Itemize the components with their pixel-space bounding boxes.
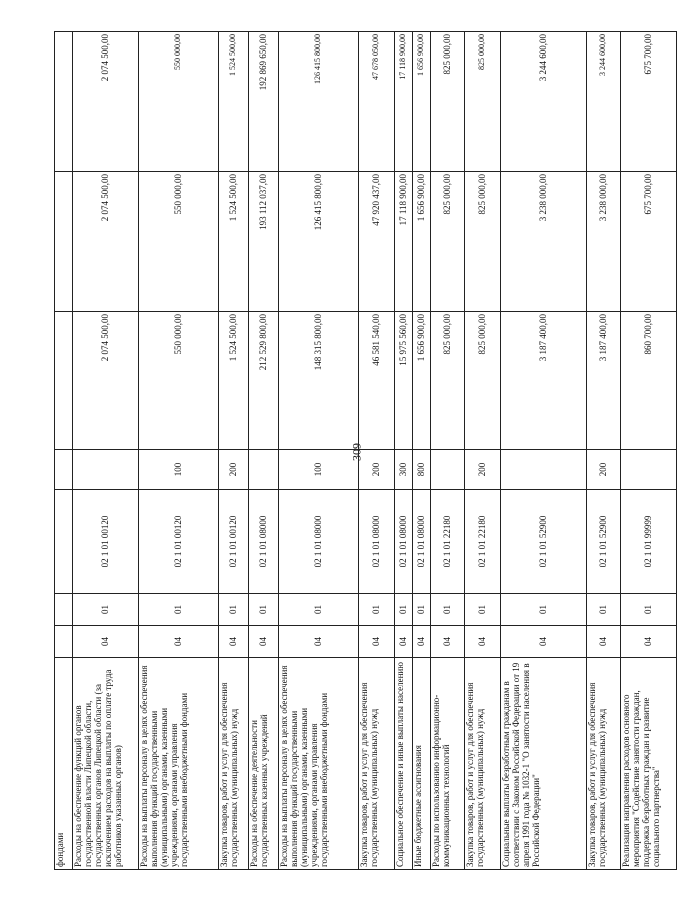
expense-type-cell	[501, 450, 587, 490]
amount-year3-cell: 2 074 500,00	[73, 32, 139, 172]
target-article-cell: 02 1 01 52900	[587, 490, 621, 594]
expense-name-cell: Иные бюджетные ассигнования	[413, 658, 431, 870]
target-article-cell: 02 1 01 08000	[249, 490, 279, 594]
table-row	[621, 32, 677, 870]
page-number: 309	[349, 443, 364, 461]
subsection-code-cell: 01	[431, 594, 465, 626]
subsection-code-cell: 01	[465, 594, 501, 626]
section-code-cell: 04	[219, 626, 249, 658]
expense-type-cell: 200	[359, 450, 395, 490]
table-row	[359, 32, 395, 870]
expense-type-cell: 300	[395, 450, 413, 490]
amount-year2-cell: 3 238 000,00	[501, 172, 587, 312]
amount-year3-cell	[55, 32, 73, 172]
amount-year3-cell: 825 000,00	[431, 32, 465, 172]
subsection-code-cell: 01	[279, 594, 359, 626]
table-row	[413, 32, 431, 870]
amount-year1-cell: 15 975 560,00	[395, 312, 413, 450]
target-article-cell: 02 1 01 00120	[219, 490, 249, 594]
amount-year2-cell: 47 920 437,00	[359, 172, 395, 312]
amount-year3-cell: 1 656 900,00	[413, 32, 431, 172]
amount-year3-cell: 550 000,00	[139, 32, 219, 172]
target-article-cell: 02 1 01 08000	[413, 490, 431, 594]
expense-type-cell: 100	[139, 450, 219, 490]
amount-year2-cell: 1 524 500,00	[219, 172, 249, 312]
amount-year1-cell: 1 524 500,00	[219, 312, 249, 450]
amount-year2-cell: 1 656 900,00	[413, 172, 431, 312]
amount-year3-cell: 17 118 900,00	[395, 32, 413, 172]
amount-year3-cell: 1 524 500,00	[219, 32, 249, 172]
subsection-code-cell	[55, 594, 73, 626]
subsection-code-cell: 01	[139, 594, 219, 626]
section-code-cell: 04	[395, 626, 413, 658]
amount-year3-cell: 192 869 650,00	[249, 32, 279, 172]
amount-year1-cell	[55, 312, 73, 450]
expense-type-cell: 200	[465, 450, 501, 490]
amount-year1-cell: 825 000,00	[431, 312, 465, 450]
table-row	[501, 32, 587, 870]
budget-table	[54, 31, 677, 870]
section-code-cell: 04	[249, 626, 279, 658]
section-code-cell: 04	[279, 626, 359, 658]
target-article-cell: 02 1 01 22180	[465, 490, 501, 594]
amount-year3-cell: 825 000,00	[465, 32, 501, 172]
target-article-cell: 02 1 01 00120	[73, 490, 139, 594]
section-code-cell: 04	[139, 626, 219, 658]
subsection-code-cell: 01	[413, 594, 431, 626]
amount-year1-cell: 550 000,00	[139, 312, 219, 450]
amount-year1-cell: 825 000,00	[465, 312, 501, 450]
expense-type-cell	[621, 450, 677, 490]
amount-year3-cell: 126 415 800,00	[279, 32, 359, 172]
expense-name-cell: фондами	[55, 658, 73, 870]
subsection-code-cell: 01	[359, 594, 395, 626]
amount-year1-cell: 148 315 800,00	[279, 312, 359, 450]
rotated-table-container	[54, 32, 662, 870]
expense-name-cell: Расходы на обеспечение деятельности государственных казенных учреждений	[249, 658, 279, 870]
table-row	[73, 32, 139, 870]
section-code-cell: 04	[465, 626, 501, 658]
section-code-cell: 04	[413, 626, 431, 658]
expense-name-cell: Закупка товаров, работ и услуг для обеспечения государственных (муниципальных) нужд	[359, 658, 395, 870]
section-code-cell: 04	[501, 626, 587, 658]
amount-year2-cell: 825 000,00	[431, 172, 465, 312]
section-code-cell: 04	[621, 626, 677, 658]
expense-name-cell: Расходы на выплаты персоналу в целях обеспечения выполнения функций государственными (муниципальными) органами, казенными учреждениями, органами управления государственными внебюджетными фондами	[279, 658, 359, 870]
amount-year3-cell: 47 678 050,00	[359, 32, 395, 172]
target-article-cell: 02 1 01 00120	[139, 490, 219, 594]
expense-type-cell	[431, 450, 465, 490]
amount-year2-cell: 17 118 900,00	[395, 172, 413, 312]
amount-year2-cell: 550 000,00	[139, 172, 219, 312]
subsection-code-cell: 01	[219, 594, 249, 626]
table-row	[249, 32, 279, 870]
expense-type-cell: 200	[587, 450, 621, 490]
table-row	[219, 32, 249, 870]
amount-year3-cell: 675 700,00	[621, 32, 677, 172]
section-code-cell: 04	[587, 626, 621, 658]
amount-year2-cell: 2 074 500,00	[73, 172, 139, 312]
budget-table-body	[55, 32, 677, 870]
table-row	[395, 32, 413, 870]
table-row	[587, 32, 621, 870]
target-article-cell	[55, 490, 73, 594]
table-row	[279, 32, 359, 870]
subsection-code-cell: 01	[501, 594, 587, 626]
amount-year1-cell: 3 187 400,00	[501, 312, 587, 450]
amount-year3-cell: 3 244 600,00	[587, 32, 621, 172]
amount-year1-cell: 212 529 800,00	[249, 312, 279, 450]
expense-name-cell: Расходы по использованию информационно-коммуникационных технологий	[431, 658, 465, 870]
target-article-cell: 02 1 01 99999	[621, 490, 677, 594]
amount-year2-cell: 675 700,00	[621, 172, 677, 312]
section-code-cell: 04	[359, 626, 395, 658]
target-article-cell: 02 1 01 08000	[359, 490, 395, 594]
section-code-cell: 04	[431, 626, 465, 658]
expense-name-cell: Расходы на выплаты персоналу в целях обеспечения выполнения функций государственными (муниципальными) органами, казенными учреждениями, органами управления государственными внебюджетными фондами	[139, 658, 219, 870]
subsection-code-cell: 01	[73, 594, 139, 626]
amount-year2-cell: 126 415 800,00	[279, 172, 359, 312]
amount-year1-cell: 860 700,00	[621, 312, 677, 450]
expense-type-cell	[55, 450, 73, 490]
section-code-cell	[55, 626, 73, 658]
expense-name-cell: Закупка товаров, работ и услуг для обеспечения государственных (муниципальных) нужд	[465, 658, 501, 870]
target-article-cell: 02 1 01 08000	[279, 490, 359, 594]
expense-type-cell	[249, 450, 279, 490]
expense-type-cell: 800	[413, 450, 431, 490]
table-row	[431, 32, 465, 870]
section-code-cell: 04	[73, 626, 139, 658]
expense-name-cell: Социальное обеспечение и иные выплаты населению	[395, 658, 413, 870]
amount-year2-cell: 3 238 000,00	[587, 172, 621, 312]
subsection-code-cell: 01	[249, 594, 279, 626]
amount-year1-cell: 1 656 900,00	[413, 312, 431, 450]
table-row	[55, 32, 73, 870]
expense-name-cell: Расходы на обеспечение функций органов государственной власти Липецкой области, государственных органов Липецкой области (за исключением расходов на выплаты по оплате труда работников указанных органов)	[73, 658, 139, 870]
subsection-code-cell: 01	[621, 594, 677, 626]
table-row	[465, 32, 501, 870]
subsection-code-cell: 01	[395, 594, 413, 626]
table-row	[139, 32, 219, 870]
expense-type-cell	[73, 450, 139, 490]
amount-year3-cell: 3 244 600,00	[501, 32, 587, 172]
amount-year2-cell	[55, 172, 73, 312]
amount-year1-cell: 46 581 540,00	[359, 312, 395, 450]
expense-name-cell: Закупка товаров, работ и услуг для обеспечения государственных (муниципальных) нужд	[219, 658, 249, 870]
target-article-cell: 02 1 01 52900	[501, 490, 587, 594]
target-article-cell: 02 1 01 22180	[431, 490, 465, 594]
expense-type-cell: 100	[279, 450, 359, 490]
amount-year2-cell: 193 112 037,00	[249, 172, 279, 312]
subsection-code-cell: 01	[587, 594, 621, 626]
expense-name-cell: Закупка товаров, работ и услуг для обеспечения государственных (муниципальных) нужд	[587, 658, 621, 870]
amount-year2-cell: 825 000,00	[465, 172, 501, 312]
expense-name-cell: Реализация направления расходов основного мероприятия "Содействие занятости граждан, поддержка безработных граждан и развитие социального партнерства"	[621, 658, 677, 870]
amount-year1-cell: 2 074 500,00	[73, 312, 139, 450]
expense-name-cell: Социальные выплаты безработным гражданам в соответствии с Законом Российской Федерации от 19 апреля 1991 года № 1032-1 "О занятости населения в Российской Федерации"	[501, 658, 587, 870]
amount-year1-cell: 3 187 400,00	[587, 312, 621, 450]
target-article-cell: 02 1 01 08000	[395, 490, 413, 594]
expense-type-cell: 200	[219, 450, 249, 490]
